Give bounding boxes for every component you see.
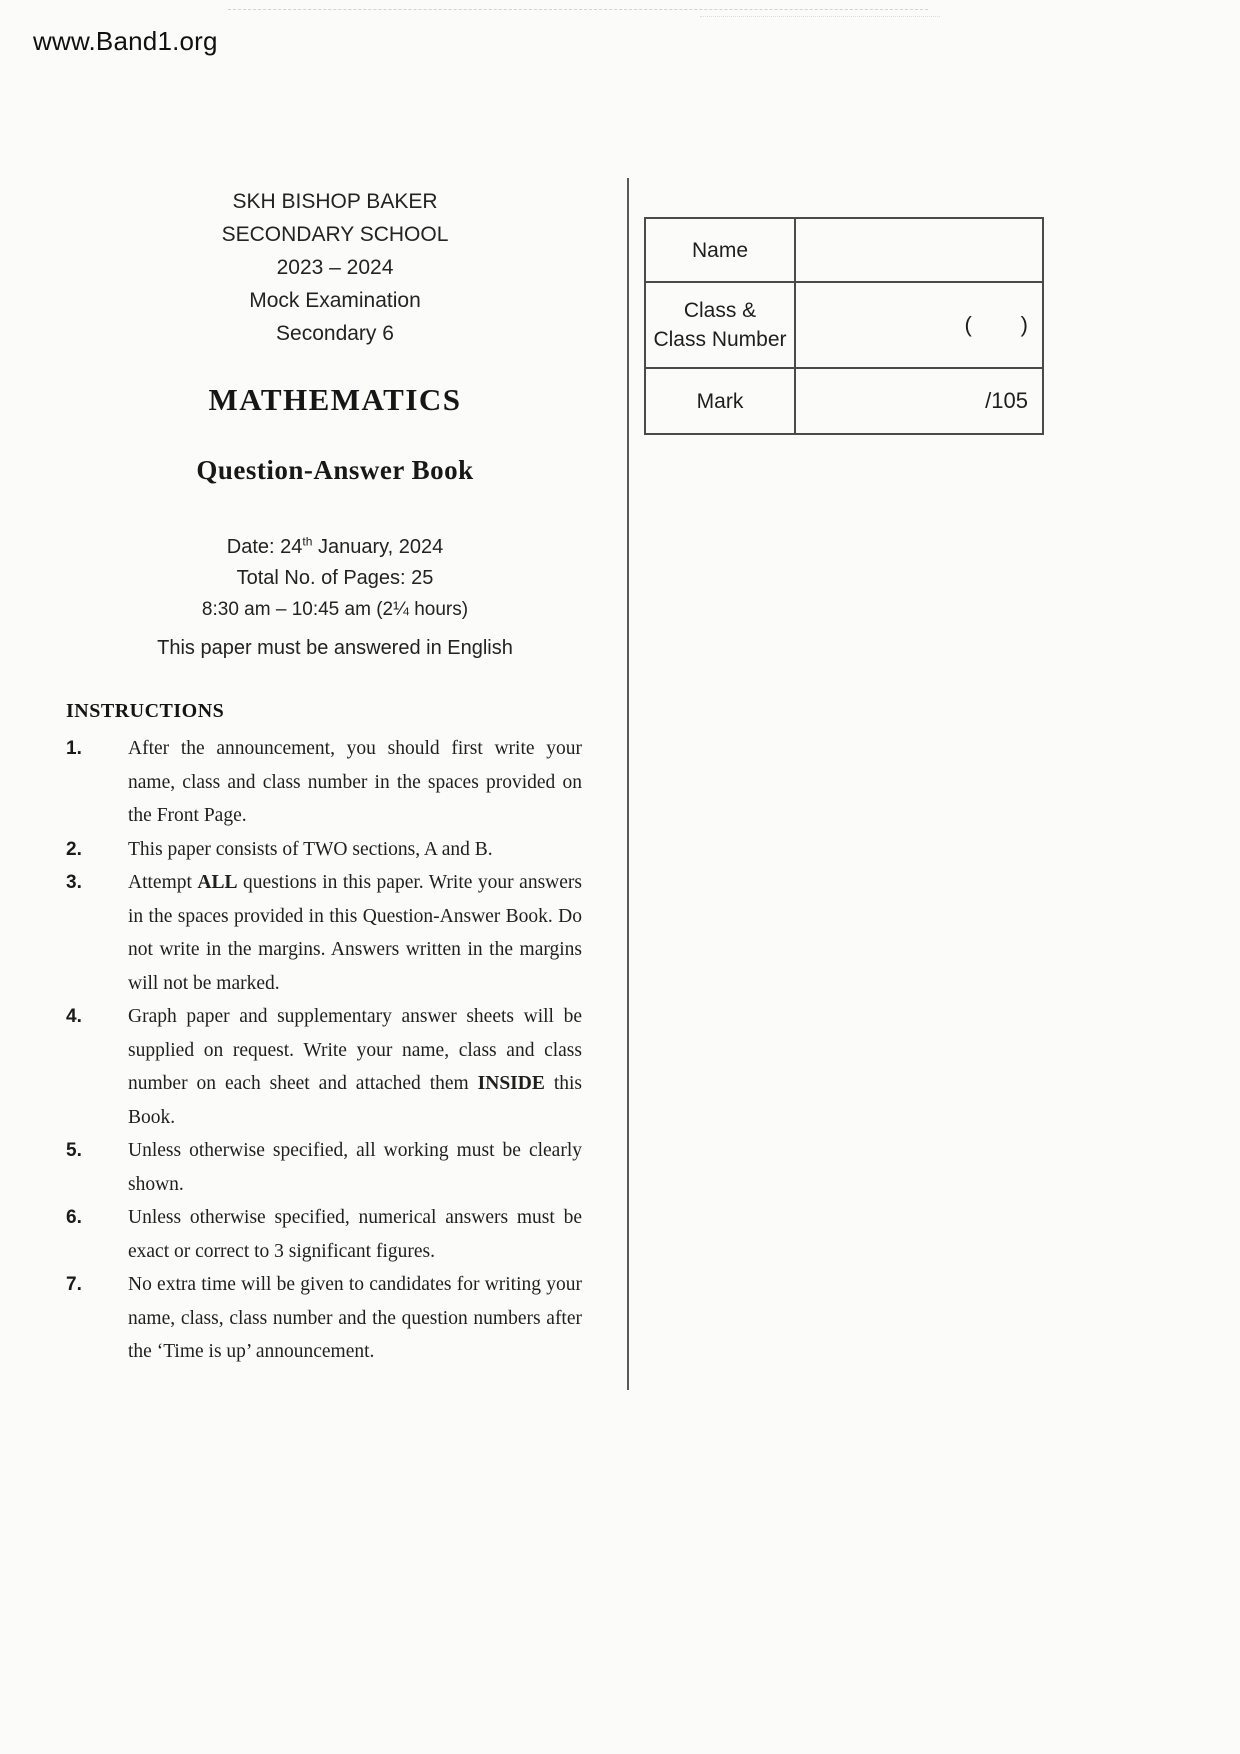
exam-details [100,532,570,664]
total-pages: Total No. of Pages: 25 [236,567,434,589]
instruction-number: 5. [66,1140,82,1161]
mark-label: Mark [646,369,796,433]
instruction-number: 2. [66,838,82,860]
instruction-number: 3. [66,872,82,893]
table-row [646,283,1042,369]
exam-date: Date: 24th January, 2024 [226,534,444,558]
instruction-number: 6. [66,1207,82,1228]
ordinal-superscript: th [302,534,313,549]
exam-time: 8:30 am – 10:45 am (2¼ hours) [201,599,469,620]
instruction-text: Unless otherwise specified, numerical answers must be exact or correct to 3 significant figures. [128,1207,582,1262]
instruction-number: 4. [66,1006,82,1027]
instruction-item [66,1134,582,1201]
book-title: Question-Answer Book [196,455,474,485]
instructions-heading: INSTRUCTIONS [66,700,225,722]
instruction-text: Graph paper and supplementary answer sheets will be supplied on request. Write your name, class and class number on each sheet and attached them INSIDE this Book. [128,1006,582,1128]
table-row [646,369,1042,433]
instruction-text: After the announcement, you should first write your name, class and class number in the spaces provided on the Front Page. [128,738,582,826]
instruction-text: Attempt ALL questions in this paper. Write your answers in the spaces provided in this Question-Answer Book. Do not write in the margins. Answers written in the margins will not be marked. [128,872,582,994]
school-name-line2: SECONDARY SCHOOL [221,223,449,246]
instruction-number: 1. [66,738,82,759]
exam-type: Mock Examination [249,289,421,312]
subject-title: MATHEMATICS [208,382,462,417]
academic-year: 2023 – 2024 [276,256,394,279]
school-name-line1: SKH BISHOP BAKER [232,190,438,213]
watermark-url: www.Band1.org [33,26,218,56]
scan-artifact [228,9,928,10]
margin-rule [627,178,629,1390]
language-note: This paper must be answered in English [157,637,513,659]
instruction-item [66,1268,582,1369]
name-label: Name [646,219,796,281]
class-label: Class & Class Number [646,283,796,367]
school-header [140,185,530,350]
instruction-item [66,833,582,867]
instruction-text: No extra time will be given to candidates for writing your name, class, class number and the question numbers after the ‘Time is up’ announcement. [128,1274,582,1362]
table-row [646,219,1042,283]
instruction-text: This paper consists of TWO sections, A and B. [128,838,493,860]
class-number-field: ( ) [964,312,1028,337]
mark-total: /105 [985,388,1028,413]
name-field [796,219,1042,281]
candidate-info-table [644,217,1044,435]
instructions-list [66,732,582,1369]
instruction-item [66,1000,582,1134]
instruction-number: 7. [66,1274,82,1295]
instruction-text: Unless otherwise specified, all working must be clearly shown. [128,1140,582,1195]
instruction-item [66,732,582,833]
class-level: Secondary 6 [276,322,394,345]
scan-artifact [700,16,940,17]
instruction-item [66,866,582,1000]
instruction-item [66,1201,582,1268]
instructions-section [66,700,582,1369]
